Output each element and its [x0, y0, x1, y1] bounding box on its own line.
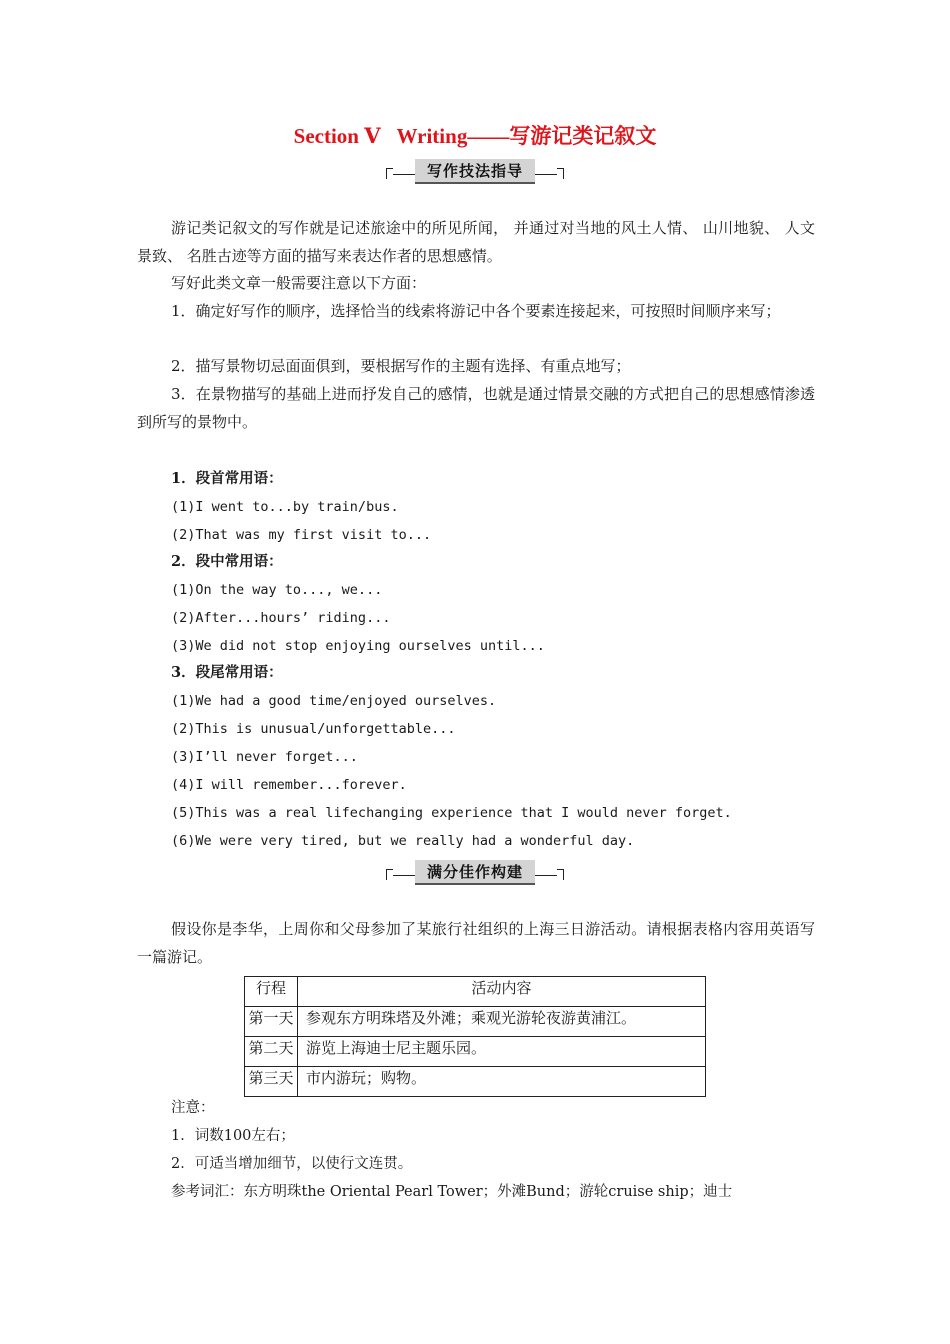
table-cell: 参观东方明珠塔及外滩；乘观光游轮夜游黄浦江。: [298, 1007, 706, 1037]
phrase-item: (5)This was a real lifechanging experience that I would never forget.: [171, 805, 732, 821]
banner-model: [0, 861, 950, 883]
table-header-cell: 活动内容: [298, 977, 706, 1007]
table-cell: 第二天: [245, 1037, 298, 1067]
intro-point-1: 1．确定好写作的顺序，选择恰当的线索将游记中各个要素连接起来，可按照时间顺序来写；: [171, 302, 781, 320]
table-header-cell: 行程: [245, 977, 298, 1007]
phrase-item: (6)We were very tired, but we really had a wonderful day.: [171, 833, 635, 849]
phrase-item: (2)That was my first visit to...: [171, 527, 432, 543]
banner-model-label: 满分佳作构建: [415, 860, 535, 885]
phrase-item: (1)I went to...by train/bus.: [171, 499, 399, 515]
table-cell: 游览上海迪士尼主题乐园。: [298, 1037, 706, 1067]
phrase-item: (1)On the way to..., we...: [171, 582, 383, 598]
task-prompt: 假设你是李华，上周你和父母参加了某旅行社组织的上海三日游活动。请根据表格内容用英语写一篇游记。: [137, 920, 815, 966]
phrase-item: (4)I will remember...forever.: [171, 777, 407, 793]
table-row: [245, 1037, 706, 1067]
table-header-row: [245, 977, 706, 1007]
intro-paragraph-1: 游记类记叙文的写作就是记述旅途中的所见所闻， 并通过对当地的风土人情、 山川地貌、 人文景致、 名胜古迹等方面的描写来表达作者的思想感情。: [137, 219, 815, 265]
phrase-item: (1)We had a good time/enjoyed ourselves.: [171, 693, 497, 709]
itinerary-table: [244, 976, 706, 1097]
intro-point-2: 2．描写景物切忌面面俱到，要根据写作的主题有选择、有重点地写；: [171, 357, 631, 375]
notes-label: 注意：: [171, 1100, 215, 1116]
note-item: 1．词数100左右；: [171, 1128, 295, 1144]
banner-skills-label: 写作技法指导: [415, 159, 535, 184]
phrase-item: (3)We did not stop enjoying ourselves until...: [171, 638, 545, 654]
table-cell: 第一天: [245, 1007, 298, 1037]
table-cell: 市内游玩；购物。: [298, 1067, 706, 1097]
phrases-heading-1: 1．段首常用语：: [171, 470, 283, 487]
phrase-item: (2)After...hours’ riding...: [171, 610, 391, 626]
page-title: [0, 120, 950, 150]
intro-paragraph-2: 写好此类文章一般需要注意以下方面：: [171, 274, 427, 292]
phrases-heading-2: 2．段中常用语：: [171, 553, 283, 570]
title-writing: Writing——写游记类记叙文: [396, 124, 657, 148]
table-cell: 第三天: [245, 1067, 298, 1097]
phrases-heading-3: 3．段尾常用语：: [171, 664, 283, 681]
note-item: 2．可适当增加细节，以使行文连贯。: [171, 1156, 413, 1172]
phrase-item: (2)This is unusual/unforgettable...: [171, 721, 456, 737]
title-section: Section Ⅴ: [293, 124, 381, 148]
phrase-item: (3)I’ll never forget...: [171, 749, 358, 765]
banner-skills: [0, 160, 950, 182]
table-row: [245, 1067, 706, 1097]
intro-point-3: 3．在景物描写的基础上进而抒发自己的感情，也就是通过情景交融的方式把自己的思想感情渗透到所写的景物中。: [137, 385, 815, 431]
table-row: [245, 1007, 706, 1037]
vocab-line: 参考词汇：东方明珠the Oriental Pearl Tower；外滩Bund；游轮cruise ship；迪士: [171, 1184, 733, 1200]
